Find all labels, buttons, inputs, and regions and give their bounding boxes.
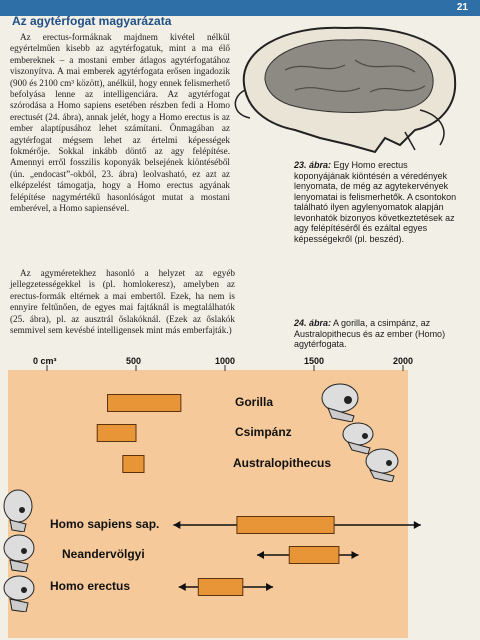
range-arrowhead [414, 521, 421, 529]
australopithecus-skull-icon [362, 446, 402, 482]
bar [123, 456, 144, 473]
tick-label: 500 [126, 356, 142, 366]
paragraph-1-text: Az erectus-formáknak majdnem kivétel nélkül egyértelműen kisebb az agytérfogatuk, mint a ma élő embereknek – a mostani ember átlagos agytérfogatához viszonyítva. A mai emberek agytérfogata erősen ingadozik (900 és 2100 cm³ között), anélkül, hogy ennek felismerhető befolyása lenne az intelligenciára. Az agytérfogat szórodása a Homo sapiens esetében részben fedi a Homo erectusét (24. ábra), annak jelét, hogy a Homo erectus is az ember alaptípusához lehet számítani. Önmagában az agytérfogat mégsem lehet az értelmi képességek fokmérője. Sokkal inkább döntő az agy felépítése. Amennyi erről fosszilis koponyák belsejének kiöntéséből (ún. „endocast”-okból, 23. ábra) leolvasható, ez azt az elképzelést támogatja, hogy a Homo erectus agyának felépítése nagymértékű hasonlóságot mutat a mostani emberével, a Homo sapiensével. [10, 32, 230, 214]
paragraph-1 [10, 32, 230, 219]
gorilla-skull-icon [318, 380, 366, 422]
species-label: Neandervölgyi [62, 547, 145, 561]
endocast-skull-illustration [225, 20, 465, 160]
bar [237, 517, 334, 534]
bar [108, 395, 181, 412]
species-label: Gorilla [235, 395, 274, 409]
paragraph-2-text: Az agyméretekhez hasonló a helyzet az egyéb jellegzetességekkel is (pl. homlokeresz), amelyben az erectus-formák eltérnek a mai embertől. Ezek, ha nem is ennyire feltűnően, de egyes mai fajtáknál is megtalálhatók (25. ábra), pl. az ausztrál őslakóknál. (Ezek az őslakók semmivel sem kevésbé intelligensek mint más emberfajták.) [10, 268, 235, 336]
species-label: Australopithecus [233, 456, 332, 470]
figure-23-label: 23. ábra: [294, 160, 332, 170]
tick-label: 2000 [393, 356, 414, 366]
tick-label: 1500 [304, 356, 325, 366]
section-heading: Az agytérfogat magyarázata [12, 14, 172, 28]
page-number: 21 [456, 2, 468, 13]
figure-24-text: A gorilla, a csimpánz, az Australopithecus és az ember (Homo) agytérfogata. [294, 318, 446, 349]
species-label: Csimpánz [235, 425, 292, 439]
figure-23-caption [294, 160, 464, 244]
homo-sapiens-skull-icon [2, 488, 36, 532]
figure-24-label: 24. ábra: [294, 318, 332, 328]
tick-label: 0 cm³ [33, 356, 57, 366]
species-label: Homo erectus [50, 579, 131, 593]
bar [198, 579, 243, 596]
bar [289, 547, 339, 564]
tick-label: 1000 [215, 356, 236, 366]
homo-erectus-skull-icon [2, 572, 38, 612]
figure-24-caption [294, 318, 466, 350]
paragraph-2 [10, 268, 235, 340]
species-label: Homo sapiens sap. [50, 517, 160, 531]
figure-23-text: Egy Homo erectus koponyájának kiöntésén a véredények lenyomata, de még az agytekervények lenyomatai is felismerhetők. A csontokon található ilyen agylenyomatok alapján levonhatók bizonyos következtetések az agy felépítéséről és ezáltal egyes képességekről (pl. beszéd). [294, 160, 457, 244]
bar [97, 425, 136, 442]
neanderthal-skull-icon [2, 532, 38, 572]
